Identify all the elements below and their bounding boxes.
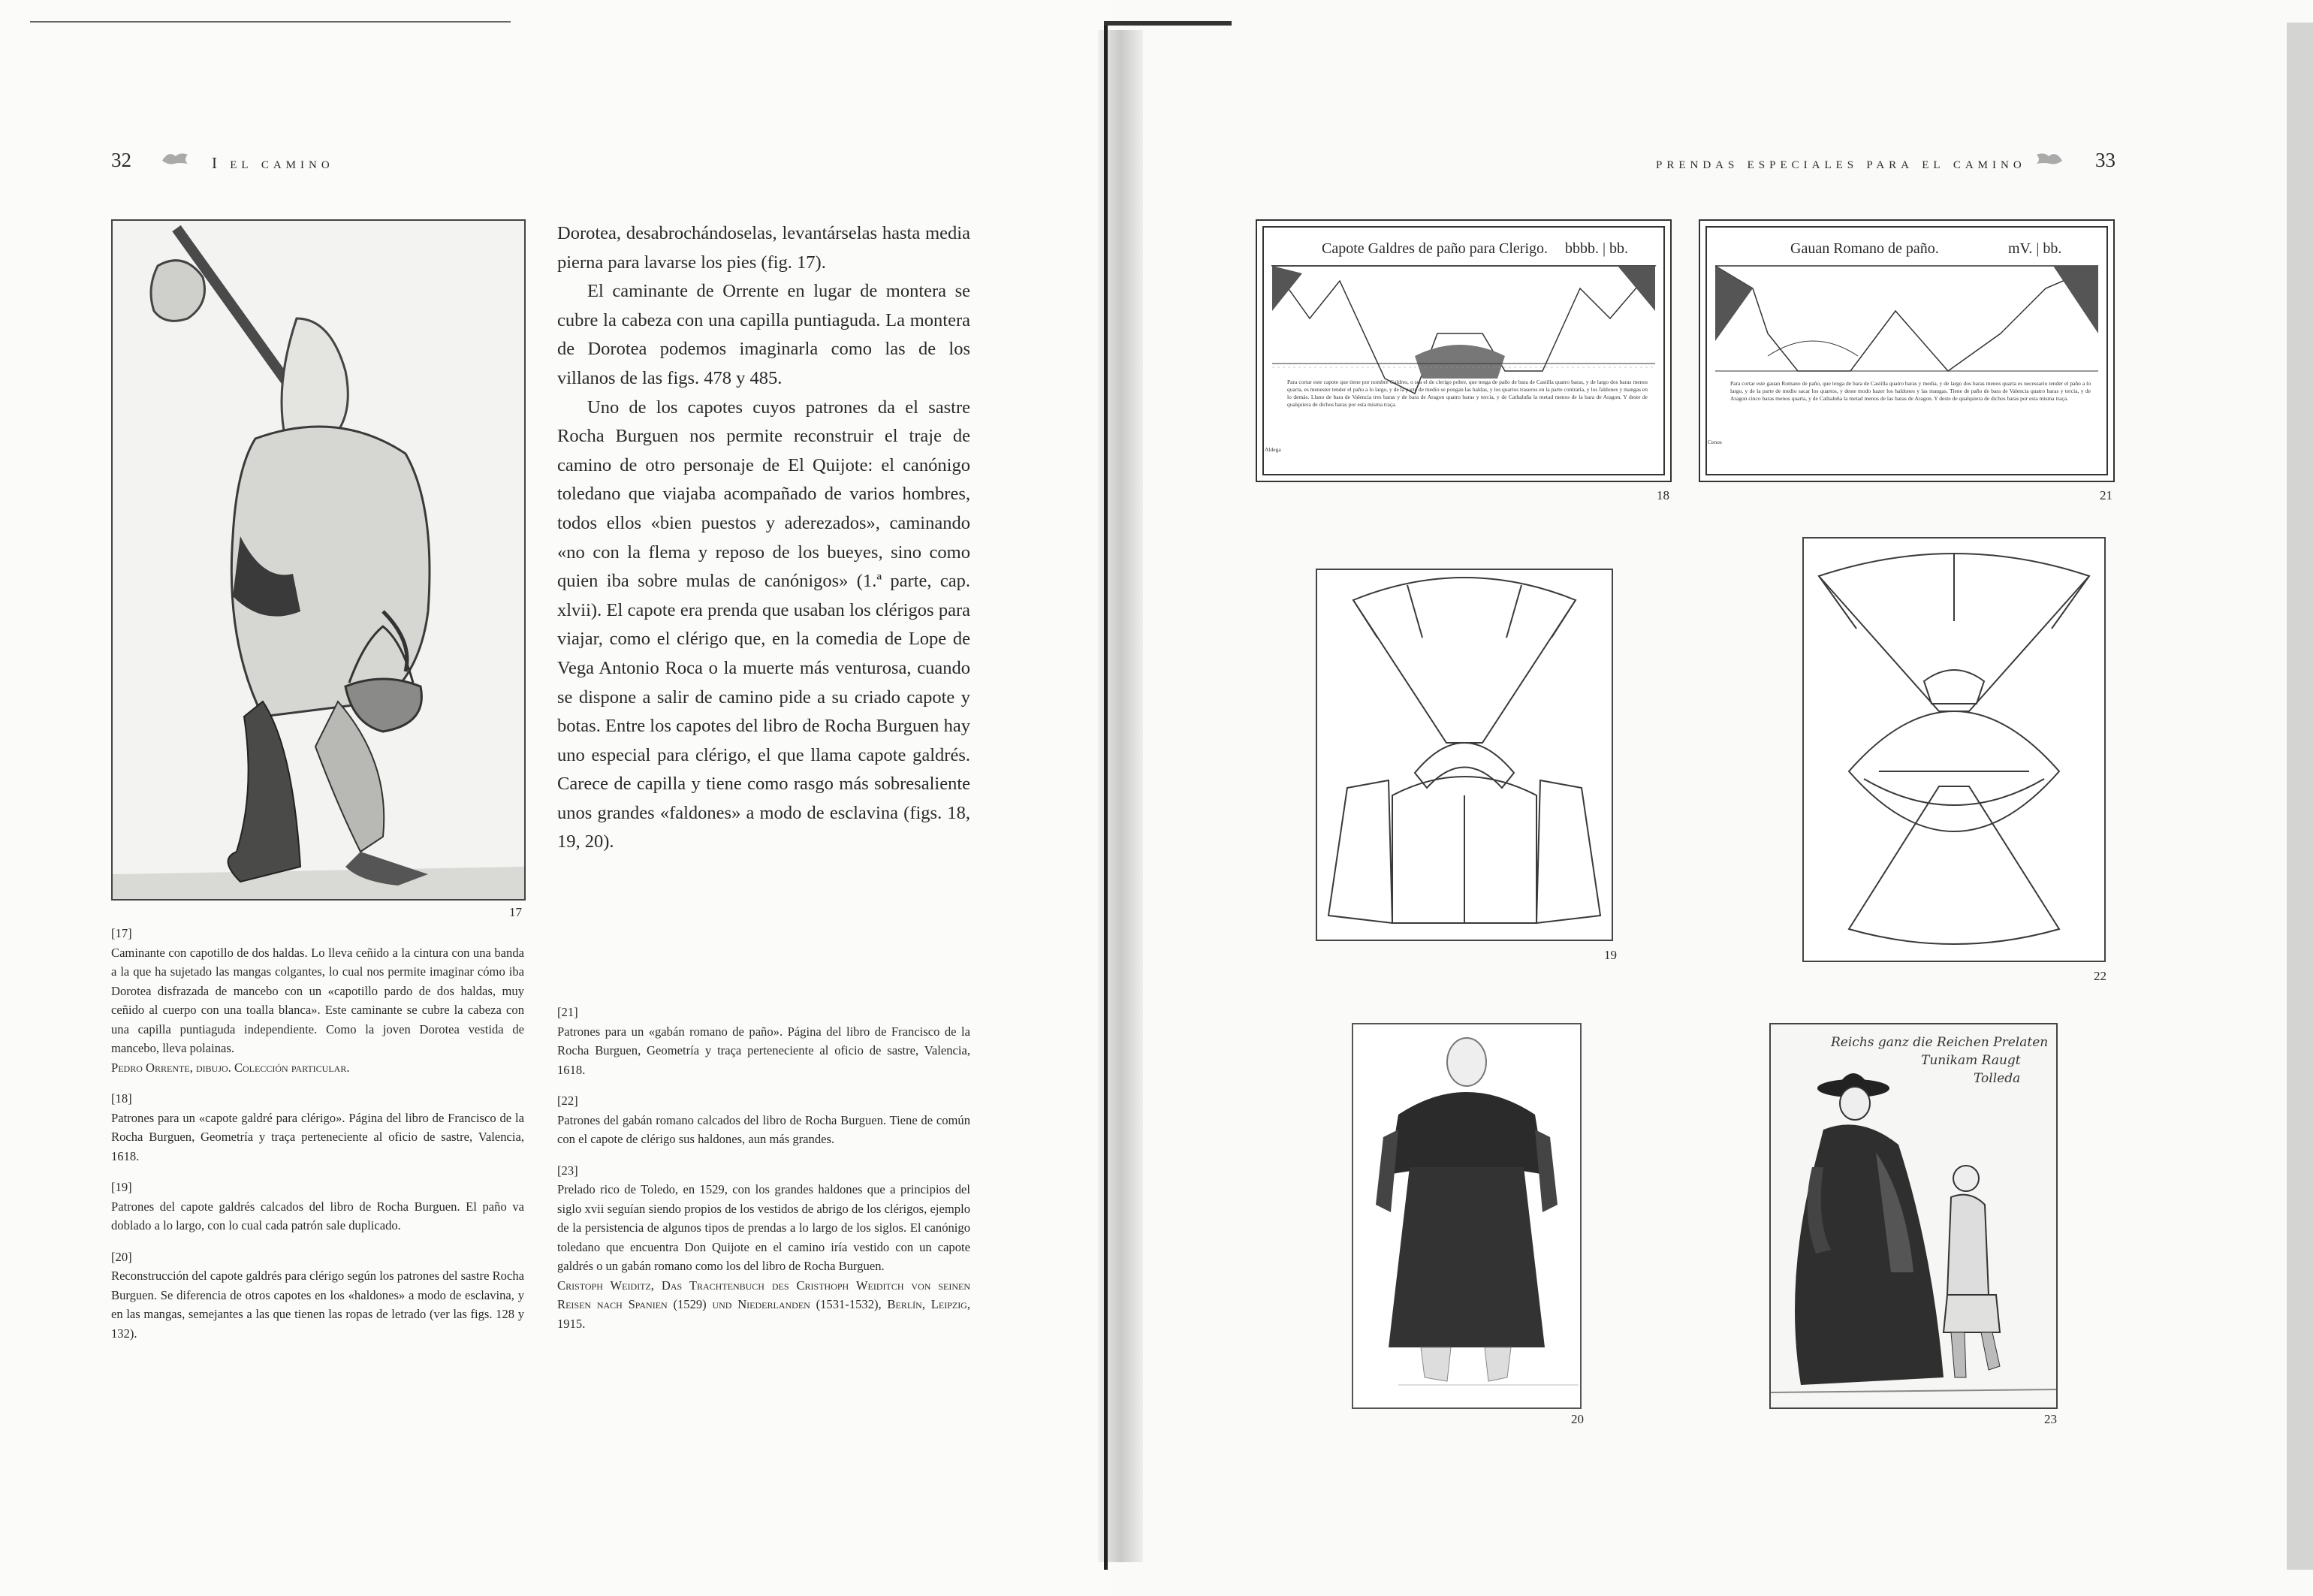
- caption-text: Reconstrucción del capote galdrés para clérigo según los patrones del sastre Rocha Burguen. Se diferencia de otros capotes en los «haldones» a modo de esclavina, y en las mangas, semejantes a las que tienen las ropas de letrado (ver las figs. 128 y 132).: [111, 1269, 524, 1341]
- gutter-edge: [1104, 23, 1108, 1570]
- figure-18-pattern-page: [1256, 219, 1672, 482]
- pattern-measure: mV. | bb.: [2008, 240, 2062, 257]
- inscription-line: Tunikam Raugt: [1921, 1053, 2021, 1068]
- caption-credit: Pedro Orrente, dibujo. Colección particular.: [111, 1060, 350, 1075]
- caption-text: Patrones para un «gabán romano de paño». Página del libro de Francisco de la Rocha Burguen, Geometría y traça perteneciente al oficio de sastre, Valencia, 1618.: [557, 1024, 970, 1077]
- body-paragraph: Dorotea, desabrochándoselas, levantárselas hasta media pierna para lavarse los pies (fig. 17).: [557, 223, 970, 273]
- pattern-title: Capote Galdres de paño para Clerigo.: [1322, 240, 1549, 257]
- ornament-icon: [2035, 149, 2064, 165]
- caption-text: Prelado rico de Toledo, en 1529, con los grandes haldones que a principios del siglo xvii seguían siendo propios de los vestidos de abrigo de los clérigos, ejemplo de la persistencia de algunos tipos de prendas a lo largo de los siglos. El canónigo toledano que encuentra Don Quijote en el camino iría vestido con un capote galdrés o un gabán romano como los del libro de Rocha Burguen.: [557, 1182, 970, 1273]
- caption-number: [21]: [557, 1005, 578, 1019]
- figure-17-number: 17: [509, 905, 522, 919]
- caption-text: Patrones del capote galdrés calcados del libro de Rocha Burguen. El paño va doblado a lo largo, con lo cual cada patrón sale duplicado.: [111, 1199, 524, 1232]
- figure-23-inscription: [1831, 1033, 2049, 1088]
- gaban-pattern-drawing: [1804, 539, 2104, 961]
- pattern-text: Para cortar este gauan Romano de paño, que tenga de bara de Castilla quatro baras y media, y de largo dos baras menos quarta es necessario tender el paño a lo largo, y de la parte de medio sacar los quartos, y deste modo hazer los haldones y las mangas. Tiene de paño de bara de Valencia quatro baras y tercia, y de Aragon cinco baras menos quarta, y de Cathaluña la metad menos de las baras de Aragon. Y deste de qualquiera de dichos baras por esta misma traça.: [1730, 380, 2091, 402]
- pattern-measure: bbbb. | bb.: [1565, 240, 1629, 257]
- clergy-capote-figure: [1353, 1024, 1580, 1407]
- pattern-title: Gauan Romano de paño.: [1790, 240, 1939, 257]
- pattern-sheet-art: [1700, 221, 2113, 481]
- caption-credit: Cristoph Weiditz, Das Trachtenbuch des Cristhoph Weiditch von seinen Reisen nach Spanien (1529) und Niederlanden (1531-1532), Berlín, Leipzig, 1915.: [557, 1278, 970, 1331]
- figure-21-number: 21: [2100, 488, 2112, 502]
- walker-drawing: [113, 221, 524, 899]
- caption-text: Caminante con capotillo de dos haldas. Lo lleva ceñido a la cintura con una banda a la que ha sujetado las mangas colgantes, lo cual nos permite imaginar cómo iba Dorotea disfrazada de mancebo con un «capotillo pardo de dos haldas, muy ceñido al cuerpo con una toalla blanca». Este caminante se cubre la cabeza con una capilla puntiaguda independiente. Como la joven Dorotea vestida de mancebo, lleva polainas.: [111, 945, 524, 1055]
- pattern-text: Para cortar este capote que tiene por nombre Galdres, o sea el de clerigo pobre, que tenga de paño de bara de Castilla quatro baras, y de largo dos baras menos quarta, es menester tender el paño a lo largo, y de la parte de medio se pongan las haldas, y los quartos traseros en la parte contraria, y los faldones y mangas en lo demás. Llano de bara de Valencia tres baras y de bara de Aragon quatro baras y tercia, y de Cathaluña la metad menos de la bara de Aragon. Y deste de qualquiera de dichos baras por esta misma traça.: [1287, 379, 1648, 408]
- figure-20-number: 20: [1571, 1412, 1584, 1426]
- caption-number: [23]: [557, 1163, 578, 1178]
- page-number-left: 32: [111, 149, 131, 171]
- ornament-icon: [161, 149, 189, 165]
- figure-23-costume-book: [1769, 1023, 2058, 1409]
- body-paragraph: Uno de los capotes cuyos patrones da el sastre Rocha Burguen nos permite reconstruir el traje de camino de otro personaje de El Quijote: el canónigo toledano que viajaba acompañado de varios hombres, todos ellos «bien puestos y aderezados», caminando «no con la flema y reposo de los bueyes, sino como quien iba sobre mulas de canónigos» (1.ª parte, cap. xlvii). El capote era prenda que usaban los clérigos para viajar, como el clérigo que, en la comedia de Lope de Vega Antonio Roca o la muerte más venturosa, cuando se dispone a salir de camino pide a su criado capote y botas. Entre los capotes del libro de Rocha Burguen hay uno especial para clérigo, el que llama capote galdrés. Carece de capilla y tiene como rasgo más sobresaliente unos grandes «faldones» a modo de esclavina (figs. 18, 19, 20).: [557, 397, 970, 852]
- top-rule-left: [30, 21, 511, 23]
- caption-text: Patrones para un «capote galdré para clérigo». Página del libro de Francisco de la Rocha Burguen, Geometría y traça perteneciente al oficio de sastre, Valencia, 1618.: [111, 1110, 524, 1163]
- capote-pattern-drawing: [1317, 570, 1612, 940]
- figure-19-number: 19: [1604, 948, 1617, 962]
- figure-21-pattern-page: [1699, 219, 2115, 482]
- captions-left-column: [111, 924, 524, 1343]
- figure-23-number: 23: [2044, 1412, 2057, 1426]
- figure-18-number: 18: [1657, 488, 1669, 502]
- figure-17-drawing: [111, 219, 526, 901]
- caption-number: [17]: [111, 926, 132, 940]
- body-text: [557, 219, 970, 857]
- captions-right-column: [557, 1003, 970, 1333]
- caption-number: [22]: [557, 1094, 578, 1108]
- top-rule-gutter: [1104, 21, 1232, 26]
- page-edge: [2287, 23, 2313, 1570]
- running-head-left: I el camino: [212, 154, 334, 172]
- figure-22-number: 22: [2094, 969, 2106, 983]
- figure-19-pattern-trace: [1316, 569, 1613, 941]
- figure-22-pattern-trace: [1802, 537, 2106, 962]
- caption-text: Patrones del gabán romano calcados del libro de Rocha Burguen. Tiene de común con el capote de clérigo sus haldones, aun más grandes.: [557, 1112, 970, 1146]
- pattern-side-label: Cenos: [1708, 439, 1722, 445]
- caption-number: [20]: [111, 1249, 132, 1264]
- caption-number: [18]: [111, 1091, 132, 1106]
- caption-number: [19]: [111, 1180, 132, 1194]
- body-paragraph: El caminante de Orrente en lugar de montera se cubre la cabeza con una capilla puntiaguda. La montera de Dorotea podemos imaginarla como las de los villanos de las figs. 478 y 485.: [557, 281, 970, 388]
- inscription-line: Tolleda: [1974, 1071, 2021, 1086]
- page-number-right: 33: [2095, 149, 2115, 171]
- running-head-right: prendas especiales para el camino: [1656, 154, 2026, 172]
- pattern-side-label: Aldega: [1265, 446, 1281, 453]
- pattern-sheet-art: [1257, 221, 1670, 481]
- figure-20-reconstruction: [1352, 1023, 1582, 1409]
- inscription-line: Reichs ganz die Reichen Prelaten: [1831, 1035, 2049, 1050]
